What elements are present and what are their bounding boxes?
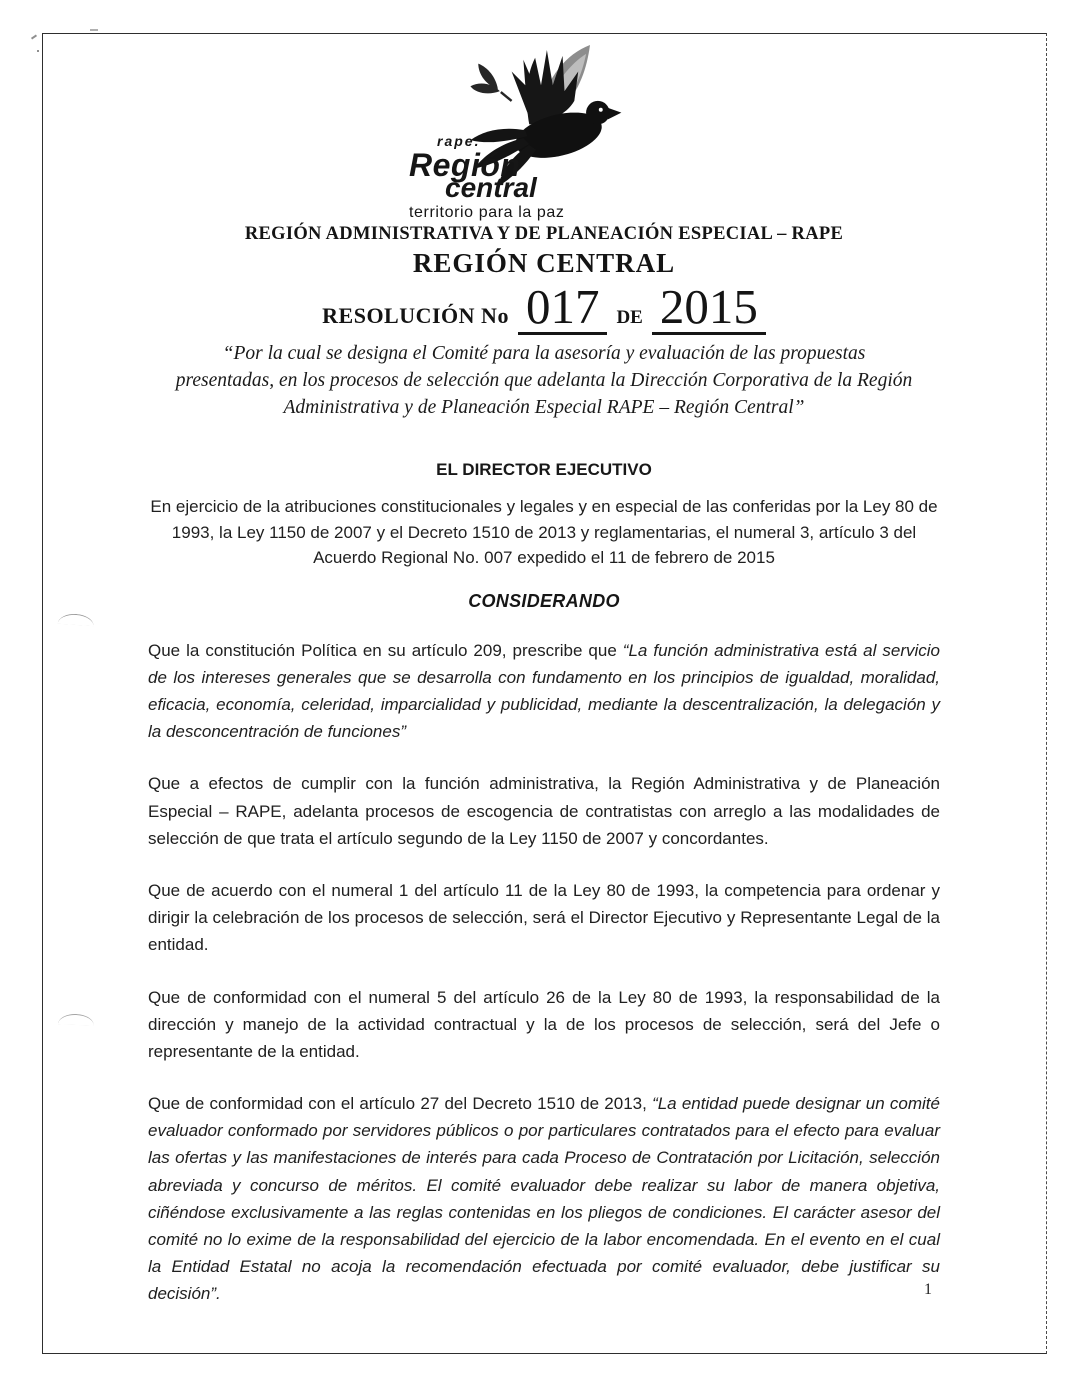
considerando-paragraph-3 — [148, 877, 940, 959]
paragraph-text: Que de conformidad con el artículo 27 del Decreto 1510 de 2013, — [148, 1094, 653, 1114]
paragraph-quote: “La entidad puede designar un comité evaluador conformado por servidores públicos o por particulares contratados para el efecto para evaluar las ofertas y las manifestaciones de interés para cada Proceso de Contratación por Licitación, selección abreviada y concurso de méritos. El comité evaluador debe realizar su labor de manera objetiva, ciñéndose exclusivamente a las reglas contenidas en los pliegos de condiciones. El carácter asesor del comité no lo exime de la responsabilidad del ejercicio de la labor encomendada. En el evento en el cual la Entidad Estatal no acoja la recomendación efectuada por comité evaluador, debe justificar su decisión”. — [148, 1094, 940, 1304]
logo-block — [148, 40, 940, 221]
resolution-number: 017 — [518, 281, 608, 335]
paragraph-text: Que a efectos de cumplir con la función administrativa, la Región Administrativa y de Planeación Especial – RAPE, adelanta procesos de escogencia de contratistas con arreglo a las modalidades de selección de que trata el artículo segundo de la Ley 1150 de 2007 y concordantes. — [148, 774, 940, 848]
legal-basis-paragraph: En ejercicio de la atribuciones constitucionales y legales y en especial de las conferidas por la Ley 80 de 1993, la Ley 1150 de 2007 y el Decreto 1510 de 2013 y reglamentarias, el numeral 3, artículo 3 del Acuerdo Regional No. 007 expedido el 11 de febrero de 2015 — [150, 497, 938, 568]
scan-speck — [90, 29, 98, 31]
considerando-paragraph-1 — [148, 637, 940, 746]
pencil-mark — [58, 613, 95, 626]
pencil-mark — [58, 1013, 94, 1025]
logo-rape-text: rape. — [437, 133, 481, 149]
region-central-heading: REGIÓN CENTRAL — [412, 248, 676, 278]
scan-speck — [37, 50, 39, 52]
considerando-heading: CONSIDERANDO — [468, 590, 620, 611]
considerando-paragraph-2 — [148, 770, 940, 852]
entity-name-heading: REGIÓN ADMINISTRATIVA Y DE PLANEACIÓN ESPECIAL – RAPE — [244, 224, 844, 244]
resolution-title-row — [148, 281, 940, 335]
paragraph-text: Que de conformidad con el numeral 5 del artículo 26 de la Ley 80 de 1993, la responsabilidad de la dirección y manejo de la actividad contractual y la de los procesos de selección, será del Jefe o representante de la entidad. — [148, 987, 940, 1061]
logo-wordmark — [409, 134, 565, 221]
logo-central-text: central — [445, 172, 537, 203]
scan-speck — [31, 34, 37, 39]
director-ejecutivo-heading: EL DIRECTOR EJECUTIVO — [436, 460, 652, 480]
rape-region-central-logo — [409, 40, 633, 221]
paragraph-quote: “La función administrativa está al servicio de los intereses generales que se desarrolla con fundamento en los principios de igualdad, moralidad, eficacia, economía, celeridad, imparcialidad y publicidad, mediante la descentralización, la delegación y la desconcentración de funciones” — [148, 640, 940, 742]
considerando-paragraph-5 — [148, 1090, 940, 1308]
logo-tagline: territorio para la paz — [409, 204, 565, 221]
page-number: 1 — [924, 1281, 932, 1298]
resolution-year: 2015 — [652, 281, 766, 335]
paragraph-text: Que la constitución Política en su artículo 209, prescribe que — [148, 640, 623, 660]
resolution-subject: “Por la cual se designa el Comité para la asesoría y evaluación de las propuestas presentadas, en los procesos de selección que adelanta la Dirección Corporativa de la Región Administrativa y de Planeación Especial RAPE – Región Central” — [175, 343, 913, 419]
paragraph-text: Que de acuerdo con el numeral 1 del artículo 11 de la Ley 80 de 1993, la competencia para ordenar y dirigir la celebración de los procesos de selección, será el Director Ejecutivo y Representante Legal de la entidad. — [148, 880, 940, 955]
document-content — [148, 40, 940, 1308]
resolution-label: RESOLUCIÓN No — [322, 303, 509, 328]
resolution-de-label: DE — [616, 307, 643, 328]
considerando-paragraph-4 — [148, 984, 940, 1066]
logo-region-text: Región — [409, 147, 521, 183]
